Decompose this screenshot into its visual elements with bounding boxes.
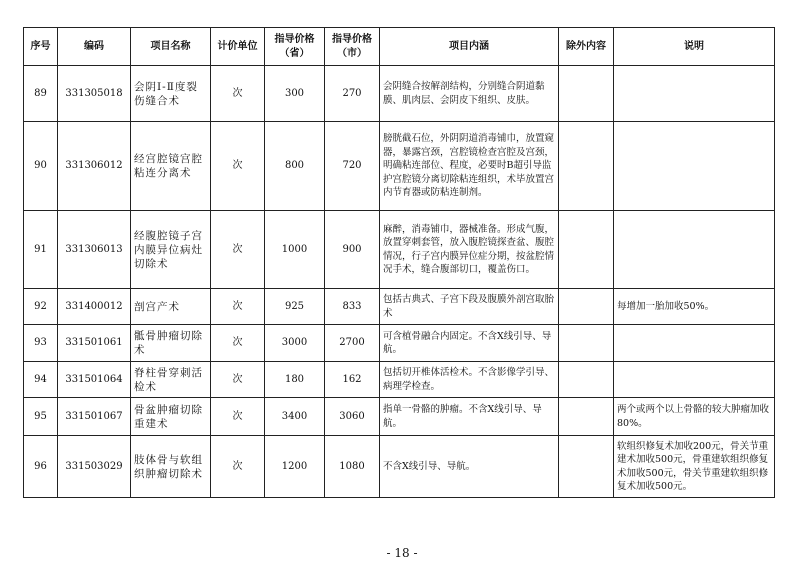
table-row — [24, 436, 775, 498]
header-no: 序号 — [24, 28, 58, 66]
cell-price-city: 720 — [325, 122, 380, 211]
header-note: 说明 — [614, 28, 775, 66]
cell-code: 331503029 — [58, 436, 131, 498]
header-excluded: 除外内容 — [559, 28, 614, 66]
cell-price-province: 300 — [265, 66, 325, 122]
cell-price-province: 180 — [265, 362, 325, 398]
cell-excluded — [559, 436, 614, 498]
cell-price-city: 3060 — [325, 398, 380, 436]
cell-code: 331501067 — [58, 398, 131, 436]
table-row — [24, 362, 775, 398]
table-row — [24, 122, 775, 211]
table-row — [24, 398, 775, 436]
cell-name: 脊柱骨穿刺活检术 — [131, 362, 211, 398]
cell-price-city: 162 — [325, 362, 380, 398]
cell-name: 经腹腔镜子宫内膜异位病灶切除术 — [131, 211, 211, 289]
cell-code: 331400012 — [58, 289, 131, 325]
cell-code: 331306012 — [58, 122, 131, 211]
cell-price-province: 3000 — [265, 325, 325, 362]
header-price-province: 指导价格（省） — [265, 28, 325, 66]
cell-unit: 次 — [211, 398, 265, 436]
cell-excluded — [559, 289, 614, 325]
cell-content: 不含X线引导、导航。 — [380, 436, 559, 498]
cell-price-province: 925 — [265, 289, 325, 325]
cell-name: 肢体骨与软组织肿瘤切除术 — [131, 436, 211, 498]
cell-price-province: 1000 — [265, 211, 325, 289]
header-unit: 计价单位 — [211, 28, 265, 66]
table-body — [24, 66, 775, 498]
cell-note — [614, 122, 775, 211]
cell-unit: 次 — [211, 289, 265, 325]
cell-excluded — [559, 122, 614, 211]
cell-no: 93 — [24, 325, 58, 362]
cell-note: 软组织修复术加收200元，骨关节重建术加收500元，骨重建软组织修复术加收500元，骨关节重建软组织修复术加收500元。 — [614, 436, 775, 498]
price-table — [23, 27, 775, 498]
cell-price-province: 1200 — [265, 436, 325, 498]
page-number: - 18 - — [386, 546, 418, 560]
cell-excluded — [559, 398, 614, 436]
cell-unit: 次 — [211, 122, 265, 211]
cell-price-city: 1080 — [325, 436, 380, 498]
header-code: 编码 — [58, 28, 131, 66]
cell-code: 331305018 — [58, 66, 131, 122]
cell-content: 麻醉，消毒铺巾，器械准备。形成气腹，放置穿刺套管，放入腹腔镜探查盆、腹腔情况，行子宫内膜异位症分期，按盆腔情况手术，缝合腹部切口，覆盖伤口。 — [380, 211, 559, 289]
cell-content: 包括古典式、子宫下段及腹膜外剖宫取胎术 — [380, 289, 559, 325]
cell-code: 331306013 — [58, 211, 131, 289]
cell-no: 91 — [24, 211, 58, 289]
cell-unit: 次 — [211, 436, 265, 498]
header-price-city: 指导价格（市） — [325, 28, 380, 66]
cell-content: 会阴缝合按解剖结构，分别缝合阴道黏膜、肌肉层、会阴皮下组织、皮肤。 — [380, 66, 559, 122]
header-name: 项目名称 — [131, 28, 211, 66]
cell-no: 92 — [24, 289, 58, 325]
cell-note — [614, 325, 775, 362]
cell-price-province: 3400 — [265, 398, 325, 436]
cell-name: 剖宫产术 — [131, 289, 211, 325]
cell-content: 包括切开椎体活检术。不含影像学引导、病理学检查。 — [380, 362, 559, 398]
cell-excluded — [559, 362, 614, 398]
cell-note — [614, 211, 775, 289]
cell-name: 会阴Ⅰ-Ⅱ度裂伤缝合术 — [131, 66, 211, 122]
cell-excluded — [559, 66, 614, 122]
cell-no: 90 — [24, 122, 58, 211]
cell-name: 骶骨肿瘤切除术 — [131, 325, 211, 362]
cell-unit: 次 — [211, 211, 265, 289]
cell-note — [614, 362, 775, 398]
cell-excluded — [559, 325, 614, 362]
cell-price-city: 900 — [325, 211, 380, 289]
cell-content: 膀胱截石位，外阴阴道消毒铺巾，放置窥器，暴露宫颈，宫腔镜检查宫腔及宫颈，明确粘连部位、程度，必要时B超引导监护宫腔镜分离切除粘连组织，术毕放置宫内节育器或防粘连制剂。 — [380, 122, 559, 211]
cell-note: 每增加一胎加收50%。 — [614, 289, 775, 325]
cell-unit: 次 — [211, 66, 265, 122]
cell-no: 89 — [24, 66, 58, 122]
cell-code: 331501061 — [58, 325, 131, 362]
cell-content: 可含植骨融合内固定。不含X线引导、导航。 — [380, 325, 559, 362]
cell-name: 骨盆肿瘤切除重建术 — [131, 398, 211, 436]
cell-excluded — [559, 211, 614, 289]
cell-no: 96 — [24, 436, 58, 498]
cell-content: 指单一骨骼的肿瘤。不含X线引导、导航。 — [380, 398, 559, 436]
table-row — [24, 325, 775, 362]
table-row — [24, 66, 775, 122]
table-row — [24, 289, 775, 325]
cell-no: 95 — [24, 398, 58, 436]
cell-price-city: 2700 — [325, 325, 380, 362]
cell-unit: 次 — [211, 325, 265, 362]
cell-no: 94 — [24, 362, 58, 398]
cell-code: 331501064 — [58, 362, 131, 398]
cell-name: 经宫腔镜宫腔粘连分离术 — [131, 122, 211, 211]
cell-unit: 次 — [211, 362, 265, 398]
header-row — [24, 28, 775, 66]
cell-note — [614, 66, 775, 122]
cell-note: 两个或两个以上骨骼的较大肿瘤加收80%。 — [614, 398, 775, 436]
header-content: 项目内涵 — [380, 28, 559, 66]
table-row — [24, 211, 775, 289]
cell-price-city: 270 — [325, 66, 380, 122]
cell-price-province: 800 — [265, 122, 325, 211]
cell-price-city: 833 — [325, 289, 380, 325]
